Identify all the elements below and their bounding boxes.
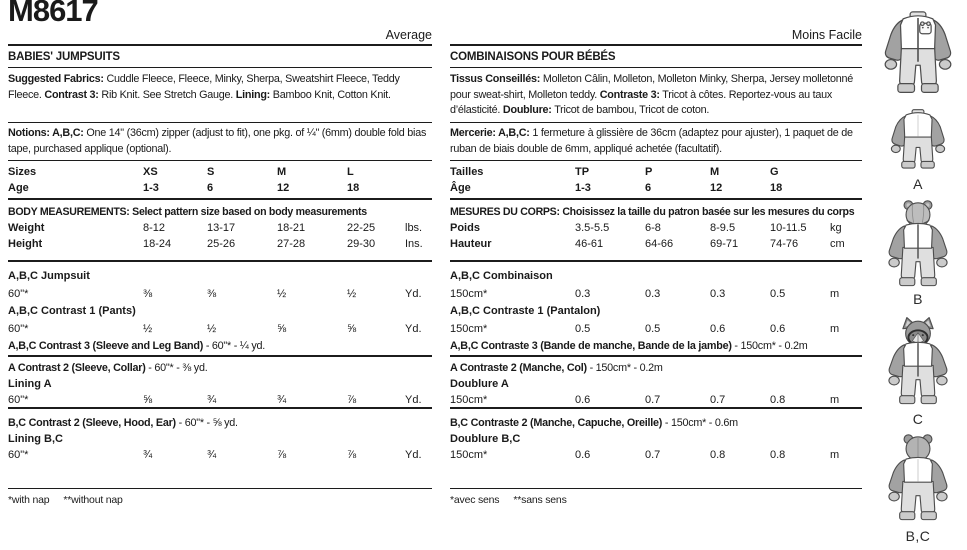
document-title-fr: COMBINAISONS POUR BÉBÉS xyxy=(450,46,862,68)
document-title-en: BABIES' JUMPSUITS xyxy=(8,46,432,68)
table-row: Height 18-24 25-26 27-28 29-30 Ins. xyxy=(8,238,423,250)
size-table-fr xyxy=(450,161,862,200)
yardage-section-3-fr xyxy=(450,409,862,463)
masthead-fr xyxy=(450,5,862,46)
french-column xyxy=(450,5,862,508)
yardage-inline-row: A Contrast 2 (Sleeve, Collar) - 60"* - ⅜ yd. xyxy=(8,362,208,374)
view-b-label: B xyxy=(913,291,923,307)
yardage-row: 150cm* 0.5 0.5 0.6 0.6 m xyxy=(450,322,840,335)
yardage-row: 60"* ½ ½ ⅝ ⅝ Yd. xyxy=(8,322,422,335)
yardage-inline-row: A,B,C Contrast 3 (Sleeve and Leg Band) - 60"* - ¼ yd. xyxy=(8,340,265,353)
yardage-inline-row: A,B,C Contraste 3 (Bande de manche, Bande de la jambe) - 150cm* - 0.2m xyxy=(450,340,808,353)
yardage-view-label: Lining B,C xyxy=(8,433,63,445)
yardage-section-2-en xyxy=(8,357,432,409)
table-row: Poids 3.5-5.5 6-8 8-9.5 10-11.5 kg xyxy=(450,222,842,234)
table-row: Hauteur 46-61 64-66 69-71 74-76 cm xyxy=(450,238,845,250)
view-c-front-illustration xyxy=(872,316,964,410)
yardage-section-1-en xyxy=(8,262,432,357)
yardage-row: 60"* ¾ ¾ ⅞ ⅞ Yd. xyxy=(8,449,422,461)
body-measurements-title-fr: MESURES DU CORPS: Choisissez la taille du patron basée sur les mesures du corps xyxy=(450,206,855,218)
view-a-label: A xyxy=(913,176,923,192)
yardage-section-3-en xyxy=(8,409,432,463)
yardage-row: 60"* ⅜ ⅜ ½ ½ Yd. xyxy=(8,287,422,300)
difficulty-rating-fr: Moins Facile xyxy=(791,28,862,42)
yardage-view-label: Doublure A xyxy=(450,378,509,390)
notions-en: Notions: A,B,C: One 14" (36cm) zipper (adjust to fit), one pkg. of ¼" (6mm) double fold bias tape, purchased applique (optional). xyxy=(8,123,432,161)
view-bc-back-illustration xyxy=(872,432,964,526)
masthead-en xyxy=(8,0,432,46)
yardage-inline-row: A Contraste 2 (Manche, Col) - 150cm* - 0.2m xyxy=(450,362,663,374)
garment-views-column xyxy=(872,0,964,550)
notions-fr: Mercerie: A,B,C: 1 fermeture à glissière de 36cm (adaptez pour ajuster), 1 paquet de de ruban de biais double de 6mm, appliqué achetée (facultatif). xyxy=(450,123,862,161)
body-measurements-title-en: BODY MEASUREMENTS: Select pattern size based on body measurements xyxy=(8,206,367,218)
view-bc-label: B,C xyxy=(905,528,931,544)
yardage-view-label: Doublure B,C xyxy=(450,433,521,445)
english-column xyxy=(8,0,432,508)
view-b-front-illustration xyxy=(872,198,964,292)
yardage-section-1-fr xyxy=(450,262,862,357)
table-row: Age 1-3 6 12 18 xyxy=(8,182,360,194)
yardage-row: 150cm* 0.6 0.7 0.7 0.8 m xyxy=(450,394,840,406)
difficulty-rating-en: Average xyxy=(385,28,432,42)
table-row: Weight 8-12 13-17 18-21 22-25 lbs. xyxy=(8,222,423,234)
view-a-front-illustration xyxy=(872,4,964,102)
body-measurements-en xyxy=(8,200,432,262)
nap-footnote-fr: *avec sens **sans sens xyxy=(450,488,862,508)
suggested-fabrics-en: Suggested Fabrics: Cuddle Fleece, Fleece, Minky, Sherpa, Sweatshirt Fleece, Teddy Fleece. Contrast 3: Rib Knit. See Stretch Gauge. Lining: Bamboo Knit, Cotton Knit. xyxy=(8,68,432,123)
yardage-inline-row: B,C Contrast 2 (Sleeve, Hood, Ear) - 60"* - ⅝ yd. xyxy=(8,417,238,429)
nap-footnote-en: *with nap **without nap xyxy=(8,488,432,508)
yardage-inline-row: B,C Contraste 2 (Manche, Capuche, Oreille) - 150cm* - 0.6m xyxy=(450,417,738,429)
yardage-row: 150cm* 0.3 0.3 0.3 0.5 m xyxy=(450,287,840,300)
table-row: Âge 1-3 6 12 18 xyxy=(450,182,783,194)
view-c-label: C xyxy=(912,411,924,427)
yardage-row: 60"* ⅝ ¾ ¾ ⅞ Yd. xyxy=(8,394,422,406)
yardage-view-label: A,B,C Combinaison xyxy=(450,270,553,282)
yardage-view-label: A,B,C Contrast 1 (Pants) xyxy=(8,305,136,318)
body-measurements-fr xyxy=(450,200,862,262)
yardage-view-label: A,B,C Jumpsuit xyxy=(8,270,90,282)
suggested-fabrics-fr: Tissus Conseillés: Molleton Câlin, Molleton, Molleton Minky, Sherpa, Jersey molletonné pour sweat-shirt, Molleton teddy. Contraste 3: Tricot à côtes. Reportez-vous au taux d’élasticité. Doublure: Tricot de bambou, Tricot de coton. xyxy=(450,68,862,123)
view-a-back-illustration xyxy=(872,106,964,174)
table-row: Sizes XS S M L xyxy=(8,166,354,178)
pattern-number: M8617 xyxy=(8,0,98,28)
size-table-en xyxy=(8,161,432,200)
table-row: Tailles TP P M G xyxy=(450,166,779,178)
yardage-row: 150cm* 0.6 0.7 0.8 0.8 m xyxy=(450,449,840,461)
yardage-view-label: Lining A xyxy=(8,378,52,390)
yardage-view-label: A,B,C Contraste 1 (Pantalon) xyxy=(450,305,601,318)
yardage-section-2-fr xyxy=(450,357,862,409)
